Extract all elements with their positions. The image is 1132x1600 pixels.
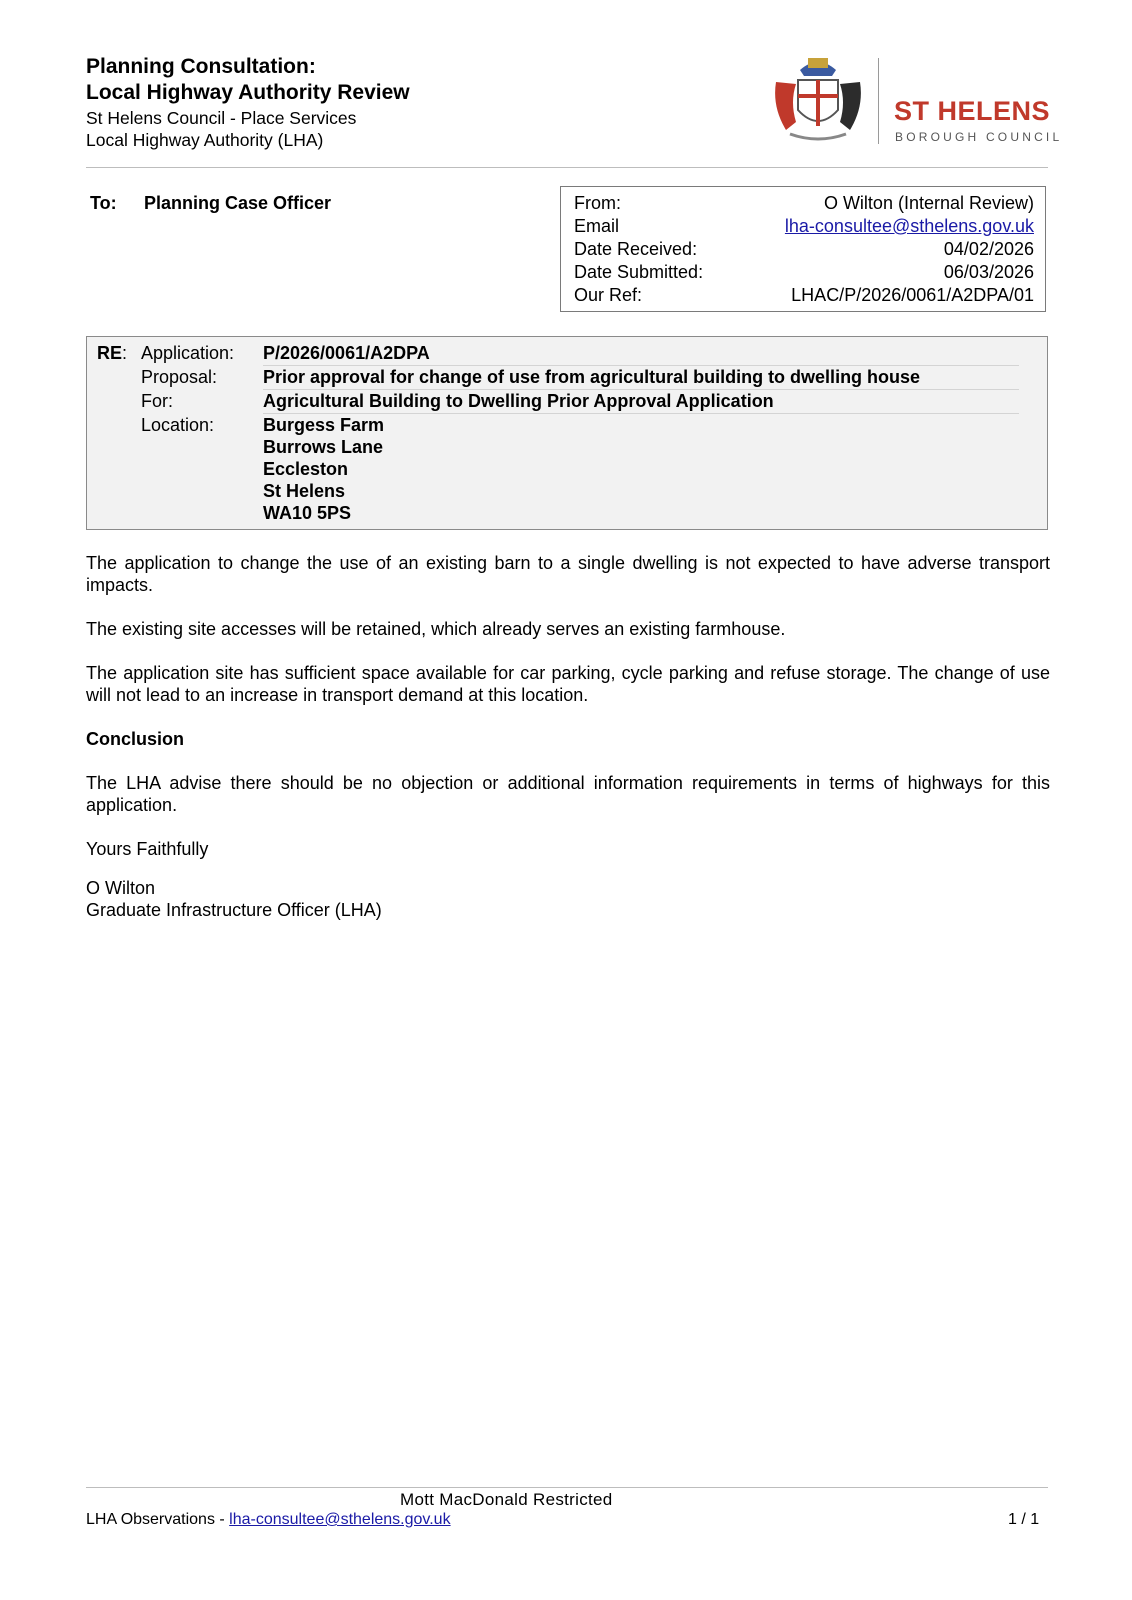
paragraph-conclusion: The LHA advise there should be no objection or additional information requirements in terms of highways for this application. <box>86 773 1050 815</box>
footer-divider <box>86 1487 1048 1488</box>
authority-line: Local Highway Authority (LHA) <box>86 130 324 150</box>
our-ref-label: Our Ref: <box>574 285 643 305</box>
location-line-4: St Helens <box>263 481 346 501</box>
location-line-1: Burgess Farm <box>263 415 385 435</box>
council-crest-icon <box>770 52 866 144</box>
paragraph-site-access: The existing site accesses will be retained, which already serves an existing farmhouse. <box>86 619 786 639</box>
date-submitted-row <box>574 261 1034 284</box>
conclusion-heading: Conclusion <box>86 729 184 749</box>
to-recipient: Planning Case Officer <box>144 193 332 213</box>
from-row <box>574 192 1034 215</box>
location-line-3: Eccleston <box>263 459 349 479</box>
page-number: 1 / 1 <box>1008 1511 1040 1528</box>
department-line: St Helens Council - Place Services <box>86 108 357 128</box>
for-label: For: <box>141 391 174 411</box>
proposal-label: Proposal: <box>141 367 218 387</box>
application-details-box <box>86 336 1048 530</box>
location-label: Location: <box>141 415 215 435</box>
application-number: P/2026/0061/A2DPA <box>263 343 430 363</box>
footer-prefix: LHA Observations - <box>86 1511 230 1528</box>
date-received-row <box>574 238 1034 261</box>
email-label: Email <box>574 216 620 236</box>
to-label: To: <box>90 193 117 213</box>
sender-details-box <box>560 186 1046 312</box>
date-submitted-label: Date Submitted: <box>574 262 704 282</box>
date-received-value: 04/02/2026 <box>943 239 1034 259</box>
from-label: From: <box>574 193 621 213</box>
date-submitted-value: 06/03/2026 <box>943 262 1034 282</box>
page-title-line2: Local Highway Authority Review <box>86 81 410 104</box>
paragraph-parking: The application site has sufficient space available for car parking, cycle parking and refuse storage. The change of use will not lead to an increase in transport demand at this location. <box>86 663 1050 705</box>
date-received-label: Date Received: <box>574 239 698 259</box>
classification-label: Mott MacDonald Restricted <box>400 1490 613 1509</box>
header-divider <box>86 167 1048 168</box>
email-link[interactable]: lha-consultee@sthelens.gov.uk <box>784 216 1034 236</box>
re-label: RE: <box>97 343 128 363</box>
our-ref-value: LHAC/P/2026/0061/A2DPA/01 <box>791 285 1034 305</box>
for-value: Agricultural Building to Dwelling Prior Approval Application <box>263 391 774 411</box>
proposal-value: Prior approval for change of use from agricultural building to dwelling house <box>263 367 921 387</box>
paragraph-transport-impact: The application to change the use of an existing barn to a single dwelling is not expected to have adverse transport impacts. <box>86 553 1050 595</box>
footer-left <box>86 1510 451 1530</box>
from-value: O Wilton (Internal Review) <box>823 193 1034 213</box>
council-logo-subtitle: BOROUGH COUNCIL <box>895 130 1063 144</box>
signature-name: O Wilton <box>86 878 156 898</box>
footer-email-link[interactable]: lha-consultee@sthelens.gov.uk <box>229 1511 451 1528</box>
our-ref-row <box>574 284 1034 307</box>
signature-title: Graduate Infrastructure Officer (LHA) <box>86 900 382 920</box>
signoff: Yours Faithfully <box>86 839 209 859</box>
page-title-line1: Planning Consultation: <box>86 55 316 78</box>
logo-divider <box>878 58 879 144</box>
council-logo-name: ST HELENS <box>894 96 1051 126</box>
application-label: Application: <box>141 343 235 363</box>
location-line-5: WA10 5PS <box>263 503 352 523</box>
location-line-2: Burrows Lane <box>263 437 384 457</box>
email-row <box>574 215 1034 238</box>
